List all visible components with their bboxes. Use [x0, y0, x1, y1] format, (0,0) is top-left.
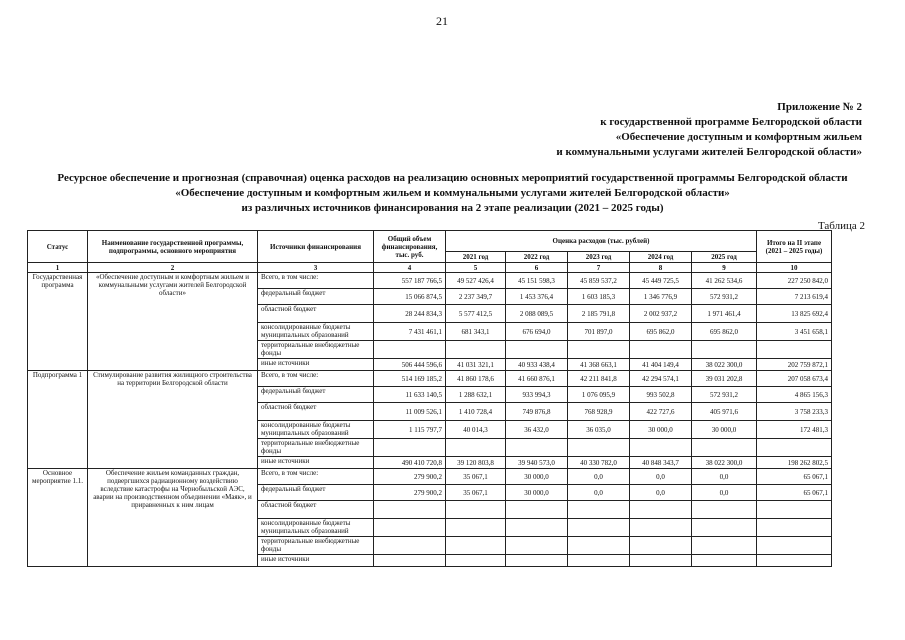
source-cell: консолидированные бюджеты муниципальных образований	[258, 519, 374, 537]
value-cell-stage: 4 865 156,3	[757, 387, 832, 403]
table-label: Таблица 2	[817, 220, 865, 232]
value-cell-y2023: 36 035,0	[568, 421, 630, 439]
value-cell-stage: 207 058 673,4	[757, 371, 832, 387]
source-cell: консолидированные бюджеты муниципальных образований	[258, 421, 374, 439]
value-cell-y2023: 45 859 537,2	[568, 273, 630, 289]
value-cell-y2021: 41 031 321,1	[446, 359, 506, 371]
table-row	[28, 273, 832, 289]
value-cell-y2025: 695 862,0	[692, 323, 757, 341]
value-cell-y2022	[506, 537, 568, 555]
value-cell-y2022	[506, 501, 568, 519]
value-cell-stage	[757, 519, 832, 537]
value-cell-stage	[757, 439, 832, 457]
value-cell-y2024: 1 346 776,9	[630, 289, 692, 305]
value-cell-y2023	[568, 555, 630, 567]
col-index: 10	[757, 263, 832, 273]
value-cell-stage: 65 067,1	[757, 469, 832, 485]
table-body	[28, 273, 832, 567]
value-cell-y2024: 42 294 574,1	[630, 371, 692, 387]
value-cell-y2023: 768 928,9	[568, 403, 630, 421]
value-cell-y2025	[692, 439, 757, 457]
value-cell-y2021: 1 288 632,1	[446, 387, 506, 403]
value-cell-y2022: 36 432,0	[506, 421, 568, 439]
col-index: 1	[28, 263, 88, 273]
value-cell-stage: 202 759 872,1	[757, 359, 832, 371]
value-cell-stage: 198 262 802,5	[757, 457, 832, 469]
value-cell-total: 11 009 526,1	[374, 403, 446, 421]
value-cell-y2021: 40 014,3	[446, 421, 506, 439]
value-cell-stage: 3 451 658,1	[757, 323, 832, 341]
value-cell-y2024: 0,0	[630, 485, 692, 501]
value-cell-y2022: 30 000,0	[506, 485, 568, 501]
value-cell-stage: 227 250 842,0	[757, 273, 832, 289]
value-cell-y2021: 49 527 426,4	[446, 273, 506, 289]
header-2021: 2021 год	[446, 252, 506, 263]
value-cell-y2024: 41 404 149,4	[630, 359, 692, 371]
value-cell-total: 490 410 720,8	[374, 457, 446, 469]
value-cell-y2025	[692, 341, 757, 359]
value-cell-y2025	[692, 537, 757, 555]
status-cell: Государственная программа	[28, 273, 88, 371]
value-cell-stage: 3 758 233,3	[757, 403, 832, 421]
value-cell-y2021	[446, 555, 506, 567]
value-cell-y2021: 2 237 349,7	[446, 289, 506, 305]
title-line-2: «Обеспечение доступным и комфортным жильем и коммунальными услугами жителей Белгородской области»	[175, 187, 730, 199]
value-cell-y2024	[630, 501, 692, 519]
value-cell-y2021: 681 343,1	[446, 323, 506, 341]
value-cell-y2022: 39 940 573,0	[506, 457, 568, 469]
table-head	[28, 231, 832, 273]
status-cell: Подпрограмма 1	[28, 371, 88, 469]
value-cell-y2022	[506, 519, 568, 537]
value-cell-y2024: 45 449 725,5	[630, 273, 692, 289]
appendix-line-2: к государственной программе Белгородской области	[600, 116, 862, 128]
header-total: Общий объем финансирования, тыс. руб.	[374, 231, 446, 263]
value-cell-y2022: 45 151 598,3	[506, 273, 568, 289]
col-index: 9	[692, 263, 757, 273]
value-cell-y2024	[630, 519, 692, 537]
value-cell-y2024: 30 000,0	[630, 421, 692, 439]
value-cell-y2025: 572 931,2	[692, 387, 757, 403]
value-cell-y2024: 0,0	[630, 469, 692, 485]
source-cell: территориальные внебюджетные фонды	[258, 537, 374, 555]
value-cell-y2023	[568, 519, 630, 537]
value-cell-total: 514 169 185,2	[374, 371, 446, 387]
appendix-line-1: Приложение № 2	[777, 101, 862, 113]
header-name: Наименование государственной программы, подпрограммы, основного мероприятия	[88, 231, 258, 263]
value-cell-y2022	[506, 341, 568, 359]
source-cell: федеральный бюджет	[258, 387, 374, 403]
value-cell-total	[374, 341, 446, 359]
source-cell: Всего, в том числе:	[258, 273, 374, 289]
value-cell-y2025	[692, 501, 757, 519]
value-cell-y2024	[630, 555, 692, 567]
value-cell-total: 7 431 461,1	[374, 323, 446, 341]
table-row	[28, 469, 832, 485]
value-cell-y2023	[568, 341, 630, 359]
value-cell-stage: 65 067,1	[757, 485, 832, 501]
source-cell: иные источники	[258, 555, 374, 567]
value-cell-y2025: 0,0	[692, 485, 757, 501]
value-cell-y2022: 40 933 438,4	[506, 359, 568, 371]
value-cell-stage: 7 213 619,4	[757, 289, 832, 305]
value-cell-y2023: 42 211 841,8	[568, 371, 630, 387]
header-sources: Источники финансирования	[258, 231, 374, 263]
source-cell: федеральный бюджет	[258, 289, 374, 305]
value-cell-y2022: 2 088 089,5	[506, 305, 568, 323]
value-cell-stage	[757, 537, 832, 555]
value-cell-total	[374, 519, 446, 537]
value-cell-y2022: 749 876,8	[506, 403, 568, 421]
value-cell-y2023: 1 076 095,9	[568, 387, 630, 403]
value-cell-y2025: 0,0	[692, 469, 757, 485]
header-estimate: Оценка расходов (тыс. рублей)	[446, 231, 757, 252]
value-cell-total: 506 444 596,6	[374, 359, 446, 371]
program-name-cell: Обеспечение жильем команданных граждан, подвергшихся радиационному воздействию вследствие катастрофы на Чернобыльской АЭС, аварии на производственном объединении «Маяк», и приравненных к ним лицам	[88, 469, 258, 567]
title-line-3: из различных источников финансирования на 2 этапе реализации (2021 – 2025 годы)	[241, 202, 664, 214]
value-cell-y2025	[692, 519, 757, 537]
value-cell-stage: 172 481,3	[757, 421, 832, 439]
value-cell-y2023	[568, 501, 630, 519]
appendix-line-4: и коммунальными услугами жителей Белгородской области»	[556, 146, 862, 158]
value-cell-y2021: 41 860 178,6	[446, 371, 506, 387]
col-index: 2	[88, 263, 258, 273]
value-cell-y2025: 572 931,2	[692, 289, 757, 305]
value-cell-total: 15 066 874,5	[374, 289, 446, 305]
source-cell: Всего, в том числе:	[258, 469, 374, 485]
value-cell-total	[374, 439, 446, 457]
value-cell-y2025: 1 971 461,4	[692, 305, 757, 323]
value-cell-y2022: 30 000,0	[506, 469, 568, 485]
value-cell-total: 28 244 834,3	[374, 305, 446, 323]
document-title	[0, 171, 905, 216]
source-cell: иные источники	[258, 359, 374, 371]
value-cell-y2024: 422 727,6	[630, 403, 692, 421]
value-cell-y2021	[446, 501, 506, 519]
value-cell-y2024	[630, 341, 692, 359]
value-cell-y2024	[630, 439, 692, 457]
source-cell: областной бюджет	[258, 305, 374, 323]
source-cell: областной бюджет	[258, 403, 374, 421]
value-cell-y2021	[446, 537, 506, 555]
column-index-row	[28, 263, 832, 273]
value-cell-y2023: 0,0	[568, 469, 630, 485]
value-cell-y2025: 405 971,6	[692, 403, 757, 421]
value-cell-y2025	[692, 555, 757, 567]
col-index: 6	[506, 263, 568, 273]
value-cell-total	[374, 555, 446, 567]
value-cell-y2024: 695 862,0	[630, 323, 692, 341]
value-cell-total: 11 633 140,5	[374, 387, 446, 403]
value-cell-total: 279 900,2	[374, 485, 446, 501]
value-cell-y2022: 676 694,0	[506, 323, 568, 341]
col-index: 8	[630, 263, 692, 273]
value-cell-y2023: 2 185 791,8	[568, 305, 630, 323]
value-cell-y2023	[568, 537, 630, 555]
source-cell: консолидированные бюджеты муниципальных образований	[258, 323, 374, 341]
value-cell-y2021	[446, 439, 506, 457]
value-cell-y2024	[630, 537, 692, 555]
col-index: 4	[374, 263, 446, 273]
source-cell: Всего, в том числе:	[258, 371, 374, 387]
value-cell-total	[374, 501, 446, 519]
program-name-cell: «Обеспечение доступным и комфортным жильем и коммунальными услугами жителей Белгородской области»	[88, 273, 258, 371]
value-cell-total: 279 900,2	[374, 469, 446, 485]
header-2022: 2022 год	[506, 252, 568, 263]
value-cell-y2025: 41 262 534,6	[692, 273, 757, 289]
value-cell-y2025: 30 000,0	[692, 421, 757, 439]
header-2023: 2023 год	[568, 252, 630, 263]
value-cell-y2023: 41 368 663,1	[568, 359, 630, 371]
value-cell-total: 1 115 797,7	[374, 421, 446, 439]
header-stage-total: Итого на II этапе (2021 – 2025 годы)	[757, 231, 832, 263]
appendix-block	[556, 100, 862, 160]
value-cell-y2022: 41 660 876,1	[506, 371, 568, 387]
header-status: Статус	[28, 231, 88, 263]
value-cell-y2022: 1 453 376,4	[506, 289, 568, 305]
value-cell-y2022	[506, 439, 568, 457]
value-cell-y2023: 0,0	[568, 485, 630, 501]
value-cell-stage: 13 825 692,4	[757, 305, 832, 323]
header-2024: 2024 год	[630, 252, 692, 263]
value-cell-y2022	[506, 555, 568, 567]
table-row	[28, 371, 832, 387]
value-cell-stage	[757, 501, 832, 519]
value-cell-y2021	[446, 341, 506, 359]
value-cell-total: 557 187 766,5	[374, 273, 446, 289]
status-cell: Основное мероприятие 1.1.	[28, 469, 88, 567]
value-cell-y2021: 5 577 412,5	[446, 305, 506, 323]
value-cell-y2025: 39 031 202,8	[692, 371, 757, 387]
col-index: 5	[446, 263, 506, 273]
source-cell: областной бюджет	[258, 501, 374, 519]
col-index: 3	[258, 263, 374, 273]
program-name-cell: Стимулирование развития жилищного строительства на территории Белгородской области	[88, 371, 258, 469]
value-cell-y2024: 40 848 343,7	[630, 457, 692, 469]
appendix-line-3: «Обеспечение доступным и комфортным жильем	[615, 131, 862, 143]
title-line-1: Ресурсное обеспечение и прогнозная (справочная) оценка расходов на реализацию основных мероприятий государственной программы Белгородской области	[57, 172, 848, 184]
value-cell-y2021	[446, 519, 506, 537]
header-2025: 2025 год	[692, 252, 757, 263]
value-cell-y2023: 701 897,0	[568, 323, 630, 341]
value-cell-y2023	[568, 439, 630, 457]
value-cell-y2021: 35 067,1	[446, 485, 506, 501]
finance-table	[27, 230, 832, 567]
value-cell-y2022: 933 994,3	[506, 387, 568, 403]
source-cell: территориальные внебюджетные фонды	[258, 439, 374, 457]
page-number: 21	[436, 14, 448, 28]
source-cell: федеральный бюджет	[258, 485, 374, 501]
value-cell-y2021: 35 067,1	[446, 469, 506, 485]
value-cell-y2025: 38 022 300,0	[692, 359, 757, 371]
col-index: 7	[568, 263, 630, 273]
value-cell-y2023: 40 330 782,0	[568, 457, 630, 469]
value-cell-y2025: 38 022 300,0	[692, 457, 757, 469]
source-cell: территориальные внебюджетные фонды	[258, 341, 374, 359]
source-cell: иные источники	[258, 457, 374, 469]
value-cell-y2021: 1 410 728,4	[446, 403, 506, 421]
value-cell-total	[374, 537, 446, 555]
value-cell-y2024: 993 502,8	[630, 387, 692, 403]
value-cell-stage	[757, 555, 832, 567]
value-cell-stage	[757, 341, 832, 359]
value-cell-y2021: 39 120 803,8	[446, 457, 506, 469]
value-cell-y2024: 2 002 937,2	[630, 305, 692, 323]
value-cell-y2023: 1 603 185,3	[568, 289, 630, 305]
